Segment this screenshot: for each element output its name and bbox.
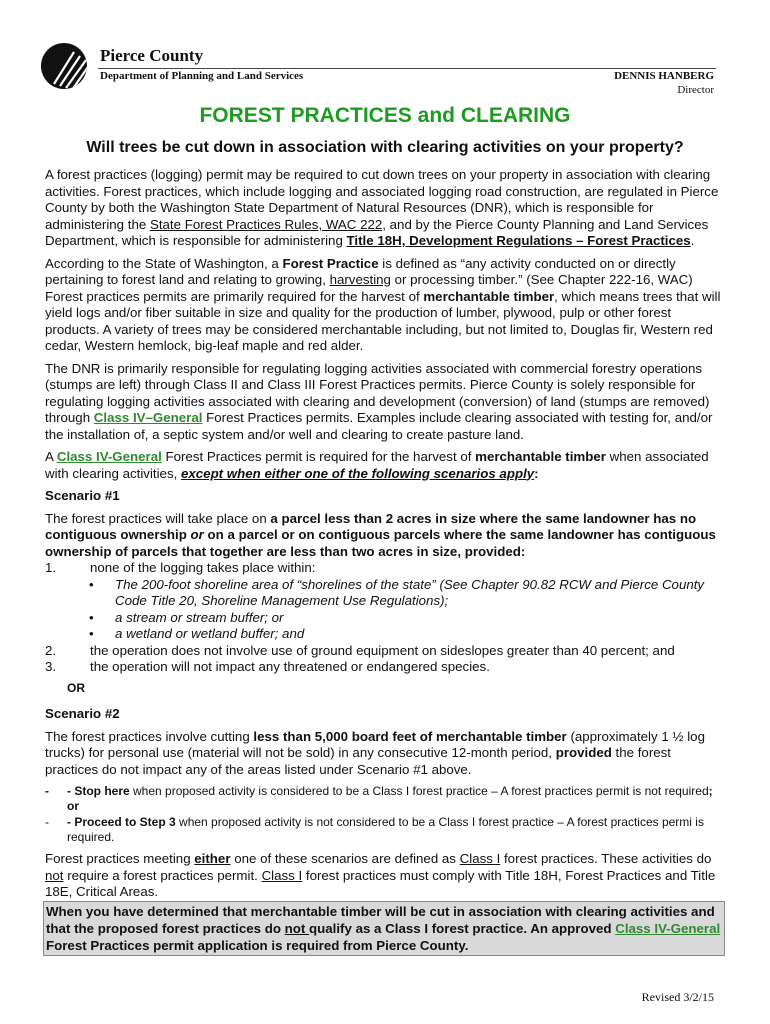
list-text: the operation will not impact any threatened or endangered species. bbox=[90, 659, 490, 674]
bullet-icon: • bbox=[89, 576, 94, 592]
text: the forest practices do not impact any of the areas listed under Scenario #1 above. bbox=[45, 745, 671, 777]
underlined-term: not bbox=[45, 867, 64, 883]
class-i-paragraph bbox=[45, 851, 725, 901]
underlined-term: Class I bbox=[459, 851, 501, 866]
bullet-text: The 200-foot shoreline area of “shorelines of the state” (See Chapter 90.82 RCW and Pierce County Code Title 20, Shoreline Management Use Regulations); bbox=[115, 576, 705, 608]
title-18h-link[interactable]: Title 18H, Development Regulations – Forest Practices bbox=[346, 233, 691, 248]
list-item bbox=[45, 643, 725, 660]
bold-text: a parcel less than 2 acres in size where the same landowner has no contiguous ownership bbox=[45, 510, 697, 542]
callout-box bbox=[43, 901, 725, 956]
director-title: Director bbox=[677, 84, 714, 96]
bold-underlined-term: either bbox=[194, 851, 231, 866]
scenario-1-text bbox=[45, 511, 725, 561]
dash: - bbox=[45, 815, 49, 829]
text: The forest practices will take place on bbox=[45, 510, 271, 526]
exception-emphasis: except when either one of the following scenarios apply bbox=[180, 465, 535, 481]
list-number: 3. bbox=[45, 659, 57, 674]
dnr-paragraph bbox=[45, 361, 725, 444]
bold-italic-text: or bbox=[190, 527, 204, 542]
text: require a forest practices permit. bbox=[63, 867, 262, 883]
bullet-icon: • bbox=[89, 609, 94, 625]
scenario-2-heading: Scenario #2 bbox=[45, 706, 120, 721]
intro-paragraph bbox=[45, 167, 725, 250]
or-separator: OR bbox=[67, 680, 85, 695]
list-item bbox=[45, 560, 725, 577]
director-name: DENNIS HANBERG bbox=[614, 70, 714, 82]
text: when associated with clearing activities, bbox=[45, 449, 709, 481]
step-text: when proposed activity is considered to be a Class I forest practice – A forest practices permit is not required bbox=[129, 784, 709, 798]
scenario-1-list bbox=[45, 560, 725, 676]
text: , which means trees that will yield logs and/or fiber suitable in size and quality for the production of lumber, plywood, pulp or other forest products. A variety of trees may be considered merchantable including, but not limited to, Douglas fir, Western red cedar, Western hemlock, big-leaf maple and red alder. bbox=[45, 288, 721, 353]
scenario-2-text bbox=[45, 729, 725, 779]
text: Forest Practices permits. Examples include clearing associated with testing for, and/or the installation of, a septic system and/or well and clearing to create pasture land. bbox=[45, 410, 713, 442]
bold-term: merchantable timber bbox=[475, 449, 606, 464]
class-iv-general-link[interactable]: Class IV–General bbox=[93, 410, 203, 425]
step-item bbox=[45, 815, 725, 845]
permit-paragraph bbox=[45, 449, 725, 482]
document-body bbox=[45, 167, 725, 956]
definition-paragraph bbox=[45, 256, 725, 355]
step-tail: ; or bbox=[67, 784, 713, 813]
text: forest practices must comply with Title 18H, Forest Practices and Title 18E, Critical Areas. bbox=[45, 867, 716, 899]
class-iv-general-link[interactable]: Class IV-General bbox=[615, 920, 721, 936]
header-rule bbox=[98, 68, 716, 69]
pierce-county-logo-icon bbox=[40, 42, 88, 90]
text: qualify as a Class I forest practice. An approved bbox=[309, 920, 616, 936]
department-name: Department of Planning and Land Services bbox=[100, 70, 304, 82]
page-question: Will trees be cut down in association with clearing activities on your property? bbox=[86, 139, 684, 156]
list-text: the operation does not involve use of ground equipment on sideslopes greater than 40 percent; and bbox=[90, 642, 675, 658]
underlined-term: not bbox=[284, 920, 310, 936]
text: forest practices. These activities do bbox=[500, 851, 712, 866]
page-title: FOREST PRACTICES and CLEARING bbox=[199, 104, 571, 127]
wac-222-link[interactable]: State Forest Practices Rules, WAC 222 bbox=[149, 216, 383, 232]
list-number: 2. bbox=[45, 642, 57, 658]
bold-term: Forest Practice bbox=[282, 255, 379, 271]
step-item bbox=[45, 784, 725, 814]
bullet-item bbox=[89, 626, 725, 643]
bullet-text: a wetland or wetland buffer; and bbox=[115, 626, 305, 641]
text: . bbox=[690, 233, 695, 248]
bold-text: provided bbox=[555, 745, 612, 760]
text: is defined as “any activity conducted on or directly pertaining to forest land and relating to growing, bbox=[45, 255, 676, 287]
text: one of these scenarios are defined as bbox=[230, 851, 460, 866]
text: The forest practices involve cutting bbox=[45, 728, 254, 744]
county-name: Pierce County bbox=[100, 46, 204, 65]
list-number: 1. bbox=[45, 560, 57, 575]
text: : bbox=[534, 465, 539, 481]
step-label: - Proceed to Step 3 bbox=[67, 815, 176, 829]
text: Forest Practices permit is required for the harvest of bbox=[161, 449, 476, 464]
dash: - bbox=[45, 784, 49, 798]
underlined-term: Class I bbox=[261, 867, 303, 883]
text: , and by the Pierce County Planning and Land Services Department, which is responsible for administering bbox=[45, 216, 709, 248]
bullet-item bbox=[89, 610, 725, 627]
bold-term: merchantable timber bbox=[423, 288, 555, 304]
text: Forest Practices permit application is required from Pierce County. bbox=[46, 937, 469, 953]
text: A bbox=[45, 449, 57, 464]
text: The DNR is primarily responsible for regulating logging activities associated with commercial forestry operations (stumps are left) through Class II and Class III Forest Practices permits. Pierce County is solely responsible for regulating logging activities associated with clearing and development (conversion) of land (stumps are removed) through bbox=[45, 360, 710, 425]
bullet-text: a stream or stream buffer; or bbox=[115, 609, 284, 625]
text: According to the State of Washington, a bbox=[45, 255, 283, 271]
bullet-item bbox=[89, 577, 725, 610]
list-text: none of the logging takes place within: bbox=[90, 560, 316, 575]
class-iv-general-link[interactable]: Class IV-General bbox=[56, 449, 162, 464]
revision-date: Revised 3/2/15 bbox=[641, 990, 714, 1004]
bold-text: on a parcel or on contiguous parcels where the same landowner has contiguous ownership of parcels that together are less than two acres in size, provided: bbox=[45, 527, 716, 559]
list-item bbox=[45, 659, 725, 676]
step-label: - Stop here bbox=[67, 784, 130, 798]
step-text: when proposed activity is not considered to be a Class I forest practice – A forest practices permi is required. bbox=[67, 815, 704, 844]
scenario-1-heading: Scenario #1 bbox=[45, 488, 120, 503]
bold-text: less than 5,000 board feet of merchantable timber bbox=[253, 728, 567, 744]
text: A forest practices (logging) permit may be required to cut down trees on your property in association with clearing activities. Forest practices, which include logging and associated logging road construction, are regulated in Pierce County by both the Washington State Department of Natural Resources (DNR), which is responsible for administering the bbox=[45, 167, 719, 232]
bullet-icon: • bbox=[89, 626, 94, 641]
underlined-term: harvesting bbox=[329, 272, 391, 287]
text: or processing timber.” (See Chapter 222-16, WAC) Forest practices permits are primarily required for the harvest of bbox=[45, 272, 693, 304]
text: When you have determined that merchantable timber will be cut in association with clearing activities and that the proposed forest practices do bbox=[46, 903, 715, 936]
text: (approximately 1 ½ log trucks) for personal use (material will not be sold) in any consecutive 12-month period, bbox=[45, 728, 705, 760]
text: Forest practices meeting bbox=[45, 851, 195, 866]
